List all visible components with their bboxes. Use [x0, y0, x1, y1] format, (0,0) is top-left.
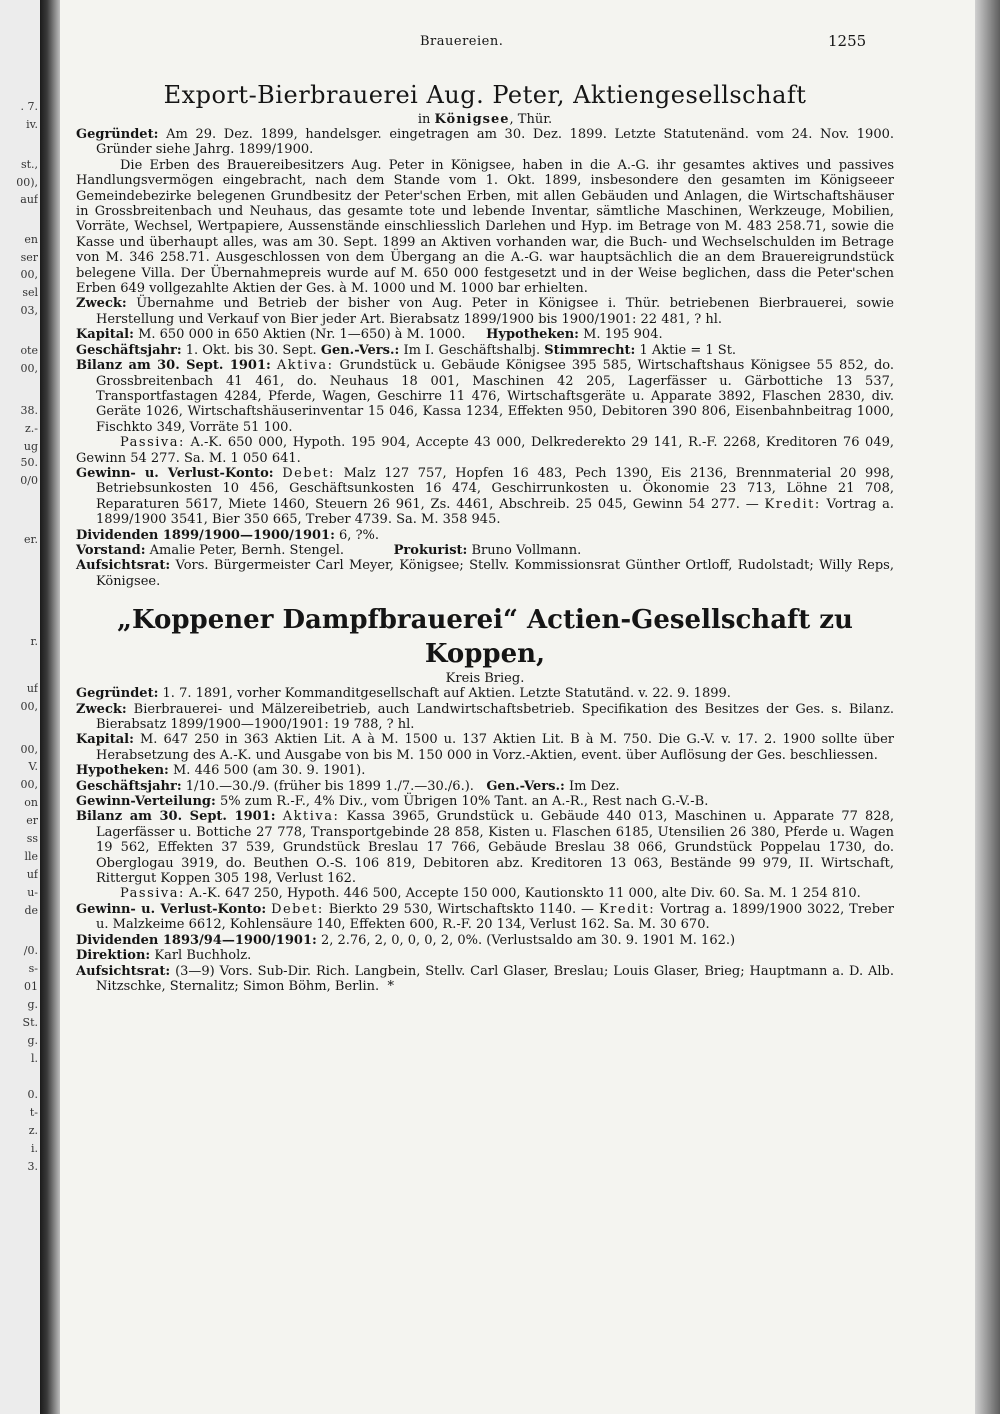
company-title-peter: Export-Bierbrauerei Aug. Peter, Aktiengesellschaft — [163, 81, 807, 109]
left-page-fragment: 00, — [20, 778, 38, 791]
left-page-fragment: 50. — [20, 456, 38, 469]
left-page-fragment: 00, — [20, 743, 38, 756]
left-page-fragment: g. — [27, 1034, 38, 1047]
left-page-fragment: uf — [26, 682, 38, 695]
entry-geschaeftsjahr: Geschäftsjahr: 1/10.—30./9. (früher bis 1899 1./7.—30./6.). Gen.-Vers.: Im Dez. — [76, 778, 620, 794]
entry-aufsichtsrat: Aufsichtsrat: (3—9) Vors. Sub-Dir. Rich. Langbein, Stellv. Carl Glaser, Breslau; Louis Glaser, Brieg; Hauptmann a. D. Alb. Nitzschke, Sternalitz; Simon Böhm, Berlin. * — [76, 963, 895, 994]
left-page-fragment: . 7. — [20, 100, 38, 113]
book-page — [60, 0, 975, 1414]
footnote-mark: * — [387, 978, 394, 994]
entry-direktion: Direktion: Karl Buchholz. — [76, 948, 252, 964]
left-page-fragment: auf — [20, 193, 38, 206]
left-page-fragment: er — [26, 814, 38, 827]
city-name: Königsee — [434, 112, 510, 127]
entry-passiva: Passiva: A.-K. 647 250, Hypoth. 446 500, Accepte 150 000, Kautionskto 11 000, alte Div. 60. Sa. M. 1 254 810. — [120, 886, 861, 902]
entry-history: Die Erben des Brauereibesitzers Aug. Peter in Königsee, haben in die A.-G. ihr gesamtes aktives und passives Handlungsvermögen eingebracht, nach dem Stande vom 1. Okt. 1899, insbesondere den gesamten im Königseeer Gemeindebezirke belegenen Grundbesitz der Peter'schen Erben, mit allen Gebäuden und Anlagen, die Wirtschaftshäuser in Grossbreitenbach und Neuhaus, das gesamte tote und lebende Inventar, sämtliche Maschinen, Werkzeuge, Mobilien, Vorräte, Wechsel, Wertpapiere, Aussenstände einschliesslich Darlehen und Hyp. im Betrage von M. 483 258.71, sowie die Kasse und überhaupt alles, was am 30. Sept. 1899 an Aktiven vorhanden war, die Buch- und Wechselschulden im Betrage von M. 346 258.71. Ausgeschlossen von dem Übergang an die A.-G. war hauptsächlich die an dem Brauereigrundstück belegene Villa. Der Übernahmepreis wurde auf M. 650 000 festgesetzt und in der Weise beglichen, dass die Peter'schen Erben 649 vollgezahlte Aktien der Ges. à M. 1000 und M. 1000 bar erhielten. — [76, 157, 894, 297]
company-title-koppen: „Koppener Dampfbrauerei“ Actien-Gesellschaft zu Koppen, — [117, 605, 853, 670]
entry-gegruendet: Gegründet: 1. 7. 1891, vorher Kommanditgesellschaft auf Aktien. Letzte Statutänd. v. 22. 9. 1899. — [76, 686, 731, 702]
entry-zweck: Zweck: Übernahme und Betrieb der bisher von Aug. Peter in Königsee i. Thür. betriebenen Bierbrauerei, sowie Herstellung und Verkauf von Bier jeder Art. Bierabsatz 1899/1900 bis 1900/1901: 22 481, ? hl. — [76, 296, 894, 327]
left-page-fragment: 0/0 — [20, 474, 38, 487]
entry-hypotheken: Hypotheken: M. 446 500 (am 30. 9. 1901). — [76, 763, 366, 779]
page-number: 1255 — [828, 32, 867, 50]
left-page-fragment: z.- — [24, 422, 38, 435]
left-page-fragment: St. — [22, 1016, 38, 1029]
left-page-fragment: on — [24, 796, 38, 809]
left-page-fragment: t- — [29, 1106, 38, 1119]
left-page-fragment: de — [24, 904, 38, 917]
left-page-fragment: 01 — [24, 980, 38, 993]
entry-bilanz: Bilanz am 30. Sept. 1901: Aktiva: Kassa 3965, Grundstück u. Gebäude 440 013, Maschinen u. Apparate 77 828, Lagerfässer u. Bottiche 27 778, Transportgebinde 28 858, Kisten u. Flaschen 6185, Utensilien 26 380, Pferde u. Wagen 19 562, Effekten 37 539, Grundstück Breslau 17 766, Gebäude Breslau 38 066, Grundstück Poppelau 1730, do. Oberglogau 3919, do. Beuthen O.-S. 106 819, Debitoren abz. Kreditoren 13 063, Bestände 99 979, II. Wirtschaft, Rittergut Koppen 305 198, Verlust 162. — [76, 809, 895, 887]
entry-passiva: Passiva: A.-K. 650 000, Hypoth. 195 904, Accepte 43 000, Delkrederekto 29 141, R.-F. 2268, Kreditoren 76 049, Gewinn 54 277. Sa. M. 1 050 641. — [76, 435, 894, 466]
page-content — [76, 58, 894, 994]
entry-zweck: Zweck: Bierbrauerei- und Mälzereibetrieb, auch Landwirtschaftsbetrieb. Specifikation des Besitzes der Ges. s. Bilanz. Bierabsatz 1899/1900—1900/1901: 19 788, ? hl. — [76, 701, 894, 732]
left-page-fragment: st., — [20, 158, 38, 171]
left-page-fragment: 3. — [27, 1160, 38, 1173]
entry-geschaeftsjahr: Geschäftsjahr: 1. Okt. bis 30. Sept. Gen.-Vers.: Im I. Geschäftshalbj. Stimmrecht: 1 Aktie = 1 St. — [76, 342, 737, 358]
left-page-fragment: iv. — [26, 118, 38, 131]
left-page-fragment: ug — [23, 440, 38, 453]
left-page-fragment: uf — [26, 868, 38, 881]
left-page-fragment: lle — [24, 850, 38, 863]
entry-vorstand: Vorstand: Amalie Peter, Bernh. Stengel. Prokurist: Bruno Vollmann. — [76, 542, 582, 558]
left-page-fragment: en — [24, 233, 38, 246]
left-page-fragment: 00, — [20, 268, 38, 281]
left-page-fragment: V. — [28, 760, 38, 773]
left-page-fragment: s- — [28, 962, 38, 975]
entry-kapital: Kapital: M. 650 000 in 650 Aktien (Nr. 1—650) à M. 1000. Hypotheken: M. 195 904. — [76, 327, 663, 343]
left-page-fragment: ss — [26, 832, 38, 845]
book-gutter — [40, 0, 60, 1414]
left-page-fragment: ote — [20, 344, 38, 357]
entry-bilanz: Bilanz am 30. Sept. 1901: Aktiva: Grundstück u. Gebäude Königsee 395 585, Wirtschaftshaus Königsee 55 852, do. Grossbreitenbach 41 461, do. Neuhaus 18 001, Maschinen 42 205, Lagerfässer u. Gärbottiche 13 537, Transportfastagen 4284, Pferde, Wagen, Geschirre 11 476, Wirtschaftsgeräte u. Apparate 3892, Flaschen 2830, div. Geräte 1026, Wirtschaftshäuserinventar 15 046, Kassa 1234, Effekten 950, Debitoren 390 806, Eisenbahnbeitrag 1000, Fischkto 349, Vorräte 51 100. — [76, 358, 895, 435]
left-page-fragment: u- — [27, 886, 38, 899]
entry-gewinn-verteilung: Gewinn-Verteilung: 5% zum R.-F., 4% Div., vom Übrigen 10% Tant. an A.-R., Rest nach G.-V.-B. — [76, 794, 709, 810]
left-facing-page — [0, 0, 40, 1414]
page-edge — [975, 0, 1000, 1414]
left-page-fragment: r. — [30, 635, 38, 648]
entry-gewinn-verlust: Gewinn- u. Verlust-Konto: Debet: Bierkto 29 530, Wirtschaftskto 1140. — Kredit: Vortrag a. 1899/1900 3022, Treber u. Malzkeime 6612, Kohlensäure 140, Effekten 600, R.-F. 20 134, Verlust 162. Sa. M. 30 670. — [76, 901, 894, 933]
left-page-fragment: 38. — [20, 404, 38, 417]
left-page-fragment: g. — [27, 998, 38, 1011]
left-page-fragment: 00, — [20, 362, 38, 375]
entry-gegruendet: Gegründet: Am 29. Dez. 1899, handelsger. eingetragen am 30. Dez. 1899. Letzte Statutenänd. vom 24. Nov. 1900. Gründer siehe Jahrg. 1899/1900. — [76, 127, 895, 158]
left-page-fragment: l. — [30, 1052, 38, 1065]
left-page-fragment: ser — [20, 251, 38, 264]
company-location-peter: in Königsee, Thür. — [417, 112, 553, 127]
entry-dividenden: Dividenden 1899/1900—1900/1901: 6, ?%. — [76, 527, 380, 543]
entry-aufsichtsrat: Aufsichtsrat: Vors. Bürgermeister Carl Meyer, Königsee; Stellv. Kommissionsrat Günther Ortloff, Rudolstadt; Willy Reps, Königsee. — [76, 558, 894, 589]
left-page-fragment: 00, — [20, 700, 38, 713]
left-page-fragment: 0. — [27, 1088, 38, 1101]
left-page-fragment: sel — [22, 286, 38, 299]
running-title: Brauereien. — [420, 34, 504, 49]
entry-kapital: Kapital: M. 647 250 in 363 Aktien Lit. A à M. 1500 u. 137 Aktien Lit. B à M. 750. Die G.-V. v. 17. 2. 1900 sollte über Herabsetzung des A.-K. und Ausgabe von bis M. 150 000 in Vorz.-Aktien, event. über Auflösung der Ges. beschliessen. — [76, 732, 895, 763]
left-page-fragment: /0. — [23, 944, 38, 957]
company-location-koppen: Kreis Brieg. — [445, 671, 525, 687]
entry-gewinn-verlust: Gewinn- u. Verlust-Konto: Debet: Malz 127 757, Hopfen 16 483, Pech 1390, Eis 2136, Brennmaterial 20 998, Betriebsunkosten 10 456, Geschäftsunkosten 16 474, Geschirrunkosten u. Ökonomie 23 713, Löhne 21 708, Reparaturen 5617, Miete 1460, Steuern 26 961, Zs. 4461, Abschreib. 25 045, Gewinn 54 277. — Kredit: Vortrag a. 1899/1900 3541, Bier 350 665, Treber 4739. Sa. M. 358 945. — [76, 465, 895, 528]
left-page-fragment: 03, — [20, 304, 38, 317]
left-page-fragment: 00), — [16, 176, 38, 189]
left-page-fragment: z. — [28, 1124, 38, 1137]
left-page-fragment: er. — [23, 533, 38, 546]
entry-dividenden: Dividenden 1893/94—1900/1901: 2, 2.76, 2, 0, 0, 0, 2, 0%. (Verlustsaldo am 30. 9. 1901 M. 162.) — [76, 932, 736, 948]
left-page-fragment: i. — [30, 1142, 38, 1155]
